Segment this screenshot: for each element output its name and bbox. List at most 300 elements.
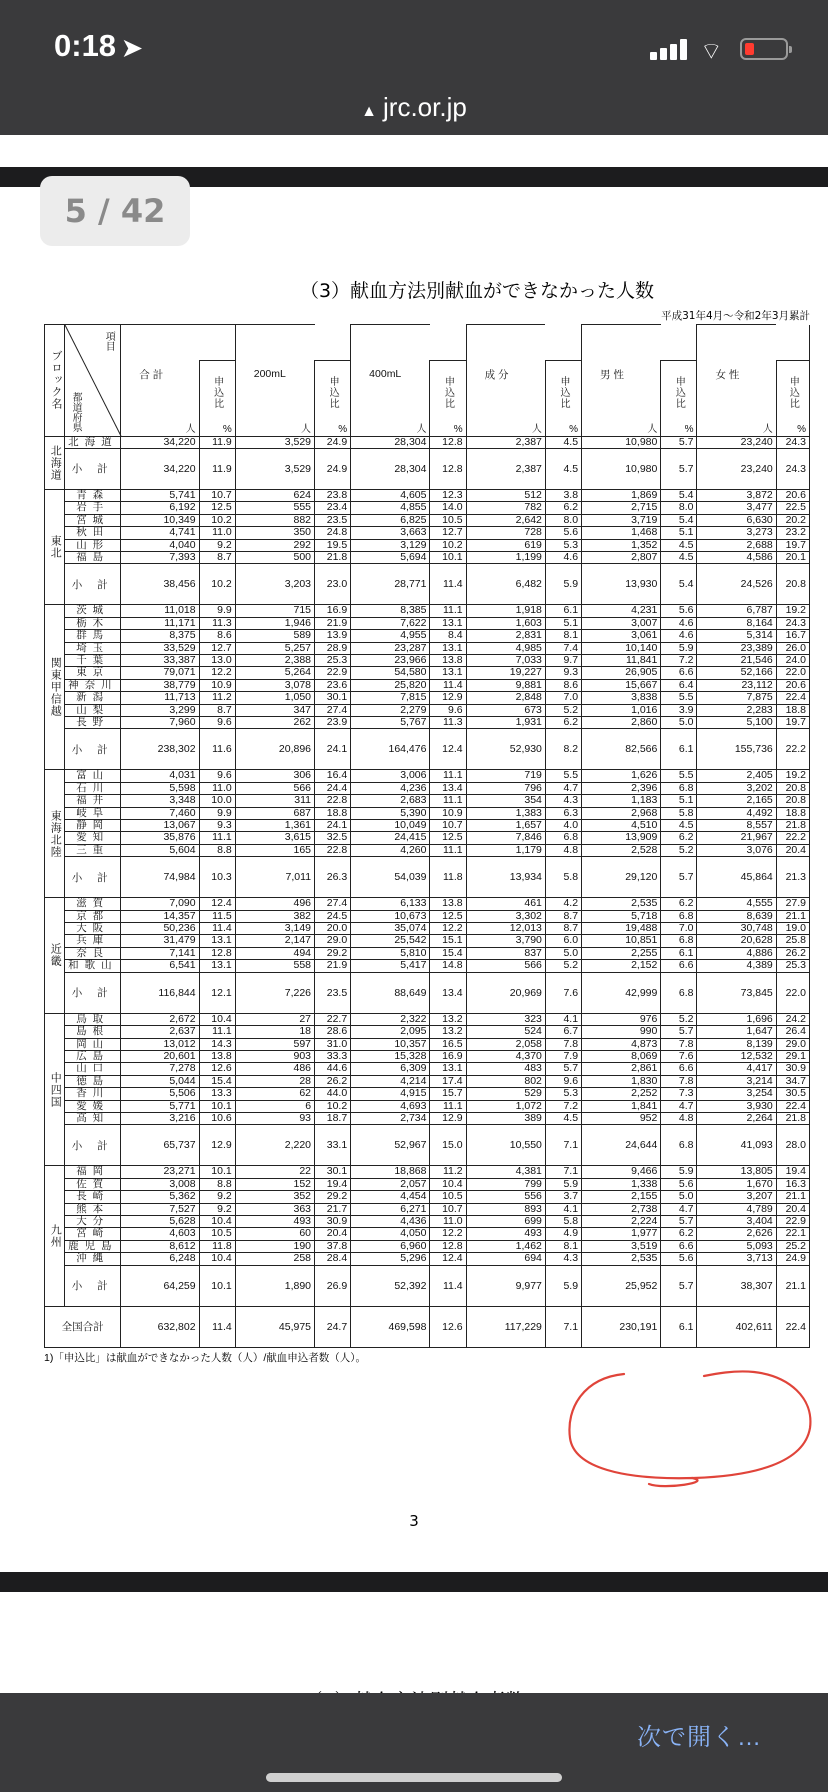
count-cell: 494 (235, 947, 314, 959)
ratio-cell: 11.1 (199, 1026, 235, 1038)
ratio-cell: 12.9 (430, 692, 466, 704)
header-200ml-ratio (315, 325, 351, 361)
count-cell: 50,236 (121, 923, 199, 935)
subtotal-count: 13,934 (466, 857, 545, 898)
open-in-button[interactable]: 次で開く… (637, 1724, 762, 1751)
ratio-cell: 15.4 (430, 947, 466, 959)
count-cell: 882 (235, 514, 314, 526)
count-cell: 12,532 (697, 1050, 776, 1062)
ratio-cell: 12.7 (199, 642, 235, 654)
prefecture-name: 高知 (65, 1112, 121, 1124)
ratio-cell: 7.8 (545, 1038, 581, 1050)
prefecture-name: 長野 (65, 717, 121, 729)
count-cell: 3,076 (697, 844, 776, 856)
prefecture-name: 山形 (65, 539, 121, 551)
subtotal-count: 23,240 (697, 448, 776, 489)
subtotal-ratio: 22.0 (776, 972, 809, 1013)
count-cell: 4,985 (466, 642, 545, 654)
ratio-cell: 7.1 (545, 1166, 581, 1178)
ratio-cell: 10.0 (199, 795, 235, 807)
subtotal-count: 73,845 (697, 972, 776, 1013)
header-400ml: 400mL (351, 325, 430, 424)
count-cell: 5,093 (697, 1240, 776, 1252)
count-cell: 2,396 (582, 782, 661, 794)
subtotal-label: 小 計 (65, 1125, 121, 1166)
total-ratio: 22.4 (776, 1306, 809, 1347)
count-cell: 28,304 (351, 436, 430, 448)
header-female: 女 性 (697, 325, 776, 424)
count-cell: 3,207 (697, 1191, 776, 1203)
count-cell: 20,601 (121, 1050, 199, 1062)
table-row (45, 1191, 810, 1203)
ratio-cell: 22.1 (776, 1228, 809, 1240)
subtotal-count: 38,307 (697, 1265, 776, 1306)
count-cell: 6,541 (121, 960, 199, 972)
ratio-cell: 13.0 (199, 654, 235, 666)
ratio-cell: 21.9 (315, 960, 351, 972)
subtotal-ratio: 26.9 (315, 1265, 351, 1306)
ratio-cell: 5.1 (661, 795, 697, 807)
ratio-cell: 13.8 (430, 654, 466, 666)
count-cell: 8,139 (697, 1038, 776, 1050)
count-cell: 3,008 (121, 1178, 199, 1190)
ratio-cell: 9.6 (545, 1075, 581, 1087)
ratio-cell: 20.4 (776, 844, 809, 856)
ratio-cell: 10.2 (199, 514, 235, 526)
total-ratio: 6.1 (661, 1306, 697, 1347)
count-cell: 4,040 (121, 539, 199, 551)
count-cell: 311 (235, 795, 314, 807)
ratio-cell: 10.5 (199, 1228, 235, 1240)
count-cell: 3,872 (697, 489, 776, 501)
ratio-cell: 12.2 (430, 1228, 466, 1240)
count-cell: 11,713 (121, 692, 199, 704)
ratio-cell: 25.3 (776, 960, 809, 972)
ratio-cell: 22.5 (776, 502, 809, 514)
count-cell: 7,875 (697, 692, 776, 704)
subtotal-ratio: 4.5 (545, 448, 581, 489)
ratio-cell: 4.6 (661, 617, 697, 629)
subtotal-ratio: 24.3 (776, 448, 809, 489)
count-cell: 14,357 (121, 910, 199, 922)
subtotal-count: 3,529 (235, 448, 314, 489)
count-cell: 18 (235, 1026, 314, 1038)
count-cell: 2,322 (351, 1013, 430, 1025)
status-time: 0:18 ➤ (54, 28, 143, 63)
prefecture-name: 福島 (65, 551, 121, 563)
ratio-cell: 19.2 (776, 605, 809, 617)
ratio-cell: 30.1 (315, 692, 351, 704)
count-cell: 486 (235, 1063, 314, 1075)
header-total: 合 計 (121, 325, 199, 424)
subtotal-row (45, 1265, 810, 1306)
browser-top-bar (0, 0, 828, 135)
ratio-cell: 13.1 (430, 617, 466, 629)
count-cell: 496 (235, 898, 314, 910)
count-cell: 354 (466, 795, 545, 807)
count-cell: 1,647 (697, 1026, 776, 1038)
count-cell: 2,738 (582, 1203, 661, 1215)
unit-person: 人 (466, 424, 545, 437)
subtotal-row (45, 564, 810, 605)
count-cell: 15,667 (582, 679, 661, 691)
ratio-cell: 16.9 (430, 1050, 466, 1062)
ratio-cell: 10.6 (199, 1112, 235, 1124)
count-cell: 7,460 (121, 807, 199, 819)
prefecture-name: 山梨 (65, 704, 121, 716)
ratio-cell: 6.8 (661, 910, 697, 922)
count-cell: 10,980 (582, 436, 661, 448)
count-cell: 461 (466, 898, 545, 910)
ratio-cell: 20.2 (776, 514, 809, 526)
table-row (45, 617, 810, 629)
ratio-cell: 22.2 (776, 832, 809, 844)
ratio-cell: 13.2 (430, 1013, 466, 1025)
total-count: 632,802 (121, 1306, 199, 1347)
ratio-cell: 6.3 (545, 807, 581, 819)
count-cell: 7,527 (121, 1203, 199, 1215)
ratio-cell: 13.1 (430, 1063, 466, 1075)
count-cell: 2,283 (697, 704, 776, 716)
total-ratio: 12.6 (430, 1306, 466, 1347)
count-cell: 60 (235, 1228, 314, 1240)
home-indicator[interactable] (266, 1773, 562, 1782)
ratio-cell: 10.4 (199, 1013, 235, 1025)
count-cell: 3,790 (466, 935, 545, 947)
count-cell: 382 (235, 910, 314, 922)
ratio-cell: 4.3 (545, 795, 581, 807)
subtotal-count: 52,392 (351, 1265, 430, 1306)
ratio-cell: 6.6 (661, 1063, 697, 1075)
prefecture-name: 沖縄 (65, 1253, 121, 1265)
subtotal-count: 155,736 (697, 729, 776, 770)
ratio-cell: 9.3 (545, 667, 581, 679)
ratio-cell: 20.0 (315, 923, 351, 935)
ratio-cell: 4.5 (545, 1112, 581, 1124)
header-female-ratio (776, 325, 809, 361)
ratio-cell: 21.7 (315, 1203, 351, 1215)
ratio-cell: 15.4 (199, 1075, 235, 1087)
total-ratio: 11.4 (199, 1306, 235, 1347)
ratio-header: 申込比 (545, 361, 581, 424)
prefecture-name: 岐阜 (65, 807, 121, 819)
count-cell: 23,112 (697, 679, 776, 691)
count-cell: 38,779 (121, 679, 199, 691)
count-cell: 2,642 (466, 514, 545, 526)
prefecture-name: 鹿児島 (65, 1240, 121, 1252)
ratio-cell: 22.4 (776, 1100, 809, 1112)
ratio-cell: 10.7 (199, 489, 235, 501)
count-cell: 3,006 (351, 770, 430, 782)
count-cell: 6 (235, 1100, 314, 1112)
count-cell: 903 (235, 1050, 314, 1062)
ratio-cell: 11.5 (199, 910, 235, 922)
count-cell: 558 (235, 960, 314, 972)
subtotal-count: 52,930 (466, 729, 545, 770)
count-cell: 79,071 (121, 667, 199, 679)
count-cell: 5,314 (697, 630, 776, 642)
ratio-cell: 13.2 (430, 1026, 466, 1038)
count-cell: 19,488 (582, 923, 661, 935)
count-cell: 7,393 (121, 551, 199, 563)
count-cell: 5,771 (121, 1100, 199, 1112)
ratio-cell: 6.2 (661, 1228, 697, 1240)
ratio-cell: 14.0 (430, 502, 466, 514)
table-row (45, 960, 810, 972)
ratio-cell: 24.0 (776, 654, 809, 666)
count-cell: 1,199 (466, 551, 545, 563)
count-cell: 990 (582, 1026, 661, 1038)
ratio-cell: 9.6 (199, 770, 235, 782)
count-cell: 4,417 (697, 1063, 776, 1075)
count-cell: 4,050 (351, 1228, 430, 1240)
count-cell: 2,058 (466, 1038, 545, 1050)
ratio-cell: 5.0 (661, 717, 697, 729)
count-cell: 1,670 (697, 1178, 776, 1190)
count-cell: 10,673 (351, 910, 430, 922)
ratio-cell: 23.6 (315, 679, 351, 691)
count-cell: 2,637 (121, 1026, 199, 1038)
count-cell: 3,149 (235, 923, 314, 935)
count-cell: 23,966 (351, 654, 430, 666)
ratio-cell: 12.9 (430, 1112, 466, 1124)
ratio-cell: 24.9 (776, 1253, 809, 1265)
ratio-cell: 11.2 (199, 692, 235, 704)
ratio-cell: 7.2 (661, 654, 697, 666)
ratio-cell: 13.4 (430, 782, 466, 794)
subtotal-ratio: 12.9 (199, 1125, 235, 1166)
ratio-cell: 34.7 (776, 1075, 809, 1087)
ratio-cell: 13.1 (199, 960, 235, 972)
prefecture-name: 新潟 (65, 692, 121, 704)
battery-icon (740, 38, 788, 60)
count-cell: 1,179 (466, 844, 545, 856)
count-cell: 796 (466, 782, 545, 794)
footnote: 1)「申込比」は献血ができなかった人数（人）/献血申込者数（人）。 (44, 1351, 367, 1364)
count-cell: 9,881 (466, 679, 545, 691)
ratio-cell: 10.7 (430, 820, 466, 832)
count-cell: 5,044 (121, 1075, 199, 1087)
ratio-cell: 24.5 (315, 910, 351, 922)
count-cell: 1,468 (582, 527, 661, 539)
count-cell: 694 (466, 1253, 545, 1265)
count-cell: 5,767 (351, 717, 430, 729)
count-cell: 2,831 (466, 630, 545, 642)
count-cell: 52,166 (697, 667, 776, 679)
ratio-cell: 6.8 (545, 832, 581, 844)
ratio-cell: 23.8 (315, 489, 351, 501)
ratio-cell: 19.7 (776, 539, 809, 551)
count-cell: 6,787 (697, 605, 776, 617)
ratio-cell: 5.6 (661, 1178, 697, 1190)
count-cell: 2,734 (351, 1112, 430, 1124)
ratio-cell: 19.4 (315, 1178, 351, 1190)
ratio-cell: 25.8 (776, 935, 809, 947)
count-cell: 1,016 (582, 704, 661, 716)
count-cell: 1,841 (582, 1100, 661, 1112)
count-cell: 8,069 (582, 1050, 661, 1062)
count-cell: 687 (235, 807, 314, 819)
ratio-cell: 3.7 (545, 1191, 581, 1203)
subtotal-count: 34,220 (121, 448, 199, 489)
count-cell: 8,557 (697, 820, 776, 832)
table-row (45, 489, 810, 501)
ratio-cell: 24.8 (315, 527, 351, 539)
ratio-cell: 8.1 (545, 1240, 581, 1252)
subtotal-ratio: 12.1 (199, 972, 235, 1013)
ratio-cell: 18.7 (315, 1112, 351, 1124)
ratio-cell: 10.1 (199, 1100, 235, 1112)
ratio-cell: 24.1 (315, 820, 351, 832)
block-name: 北海道 (45, 436, 65, 489)
ratio-cell: 7.9 (545, 1050, 581, 1062)
ratio-cell: 5.4 (661, 514, 697, 526)
count-cell: 35,074 (351, 923, 430, 935)
count-cell: 4,693 (351, 1100, 430, 1112)
count-cell: 8,639 (697, 910, 776, 922)
count-cell: 5,628 (121, 1215, 199, 1227)
ratio-cell: 8.0 (545, 514, 581, 526)
count-cell: 19,227 (466, 667, 545, 679)
count-cell: 165 (235, 844, 314, 856)
count-cell: 493 (235, 1215, 314, 1227)
ratio-cell: 4.7 (661, 1100, 697, 1112)
count-cell: 3,299 (121, 704, 199, 716)
count-cell: 33,529 (121, 642, 199, 654)
ratio-cell: 5.5 (661, 692, 697, 704)
count-cell: 1,183 (582, 795, 661, 807)
count-cell: 11,841 (582, 654, 661, 666)
unit-percent: % (430, 424, 466, 437)
total-count: 402,611 (697, 1306, 776, 1347)
ratio-cell: 21.8 (776, 1112, 809, 1124)
subtotal-label: 小 計 (65, 857, 121, 898)
count-cell: 2,626 (697, 1228, 776, 1240)
count-cell: 5,506 (121, 1088, 199, 1100)
subtotal-count: 25,952 (582, 1265, 661, 1306)
table-row (45, 1100, 810, 1112)
ratio-cell: 16.4 (315, 770, 351, 782)
ratio-cell: 20.8 (776, 782, 809, 794)
ratio-cell: 11.0 (199, 527, 235, 539)
subtotal-label: 小 計 (65, 1265, 121, 1306)
count-cell: 5,741 (121, 489, 199, 501)
ratio-cell: 12.5 (199, 502, 235, 514)
ratio-cell: 9.7 (545, 654, 581, 666)
ratio-cell: 20.8 (776, 795, 809, 807)
ratio-cell: 30.1 (315, 1166, 351, 1178)
ratio-cell: 8.4 (430, 630, 466, 642)
ratio-cell: 12.7 (430, 527, 466, 539)
count-cell: 363 (235, 1203, 314, 1215)
table-row (45, 1075, 810, 1087)
cellular-signal-icon (650, 38, 694, 60)
ratio-cell: 22.4 (776, 692, 809, 704)
count-cell: 13,805 (697, 1166, 776, 1178)
subtotal-row (45, 857, 810, 898)
ratio-cell: 29.1 (776, 1050, 809, 1062)
count-cell: 25,820 (351, 679, 430, 691)
count-cell: 3,529 (235, 436, 314, 448)
ratio-cell: 13.1 (199, 935, 235, 947)
total-count: 117,229 (466, 1306, 545, 1347)
ratio-cell: 4.8 (545, 844, 581, 856)
count-cell: 4,260 (351, 844, 430, 856)
count-cell: 6,309 (351, 1063, 430, 1075)
ratio-cell: 22.7 (315, 1013, 351, 1025)
subtotal-count: 42,999 (582, 972, 661, 1013)
ratio-cell: 8.0 (661, 502, 697, 514)
ratio-cell: 24.9 (315, 436, 351, 448)
count-cell: 9,466 (582, 1166, 661, 1178)
count-cell: 25,542 (351, 935, 430, 947)
ratio-cell: 26.0 (776, 642, 809, 654)
ratio-cell: 4.7 (661, 1203, 697, 1215)
subtotal-count: 7,011 (235, 857, 314, 898)
ratio-cell: 5.8 (545, 1215, 581, 1227)
count-cell: 8,375 (121, 630, 199, 642)
count-cell: 24,415 (351, 832, 430, 844)
count-cell: 350 (235, 527, 314, 539)
subtotal-label: 小 計 (65, 448, 121, 489)
period-label: 平成31年4月～令和2年3月累計 (661, 310, 810, 322)
count-cell: 3,216 (121, 1112, 199, 1124)
ratio-cell: 4.6 (661, 630, 697, 642)
table-row (45, 1166, 810, 1178)
ratio-cell: 5.9 (661, 1166, 697, 1178)
ratio-cell: 6.4 (661, 679, 697, 691)
subtotal-ratio: 21.1 (776, 1265, 809, 1306)
ratio-cell: 16.5 (430, 1038, 466, 1050)
ratio-cell: 12.8 (199, 947, 235, 959)
ratio-header: 申込比 (430, 361, 466, 424)
ratio-cell: 21.8 (315, 551, 351, 563)
prefecture-name: 東京 (65, 667, 121, 679)
count-cell: 5,718 (582, 910, 661, 922)
subtotal-ratio: 12.8 (430, 448, 466, 489)
total-ratio: 7.1 (545, 1306, 581, 1347)
count-cell: 3,719 (582, 514, 661, 526)
ratio-cell: 4.5 (545, 436, 581, 448)
unit-percent: % (661, 424, 697, 437)
ratio-cell: 44.6 (315, 1063, 351, 1075)
count-cell: 6,271 (351, 1203, 430, 1215)
count-cell: 3,404 (697, 1215, 776, 1227)
wifi-icon: ⌔ (700, 37, 723, 65)
subtotal-ratio: 5.9 (545, 564, 581, 605)
ratio-cell: 5.9 (661, 642, 697, 654)
count-cell: 2,252 (582, 1088, 661, 1100)
count-cell: 4,389 (697, 960, 776, 972)
ratio-cell: 12.6 (199, 1063, 235, 1075)
count-cell: 3,838 (582, 692, 661, 704)
count-cell: 389 (466, 1112, 545, 1124)
count-cell: 28 (235, 1075, 314, 1087)
ratio-cell: 11.3 (430, 717, 466, 729)
table-row (45, 832, 810, 844)
count-cell: 1,830 (582, 1075, 661, 1087)
count-cell: 2,968 (582, 807, 661, 819)
prefecture-name: 北海道 (65, 436, 121, 448)
prefecture-name: 宮崎 (65, 1228, 121, 1240)
count-cell: 26,905 (582, 667, 661, 679)
count-cell: 3,930 (697, 1100, 776, 1112)
count-cell: 3,615 (235, 832, 314, 844)
ratio-cell: 7.8 (661, 1038, 697, 1050)
address-bar[interactable] (0, 92, 828, 123)
hand-drawn-circle-annotation (564, 1368, 814, 1486)
ratio-cell: 10.4 (430, 1178, 466, 1190)
